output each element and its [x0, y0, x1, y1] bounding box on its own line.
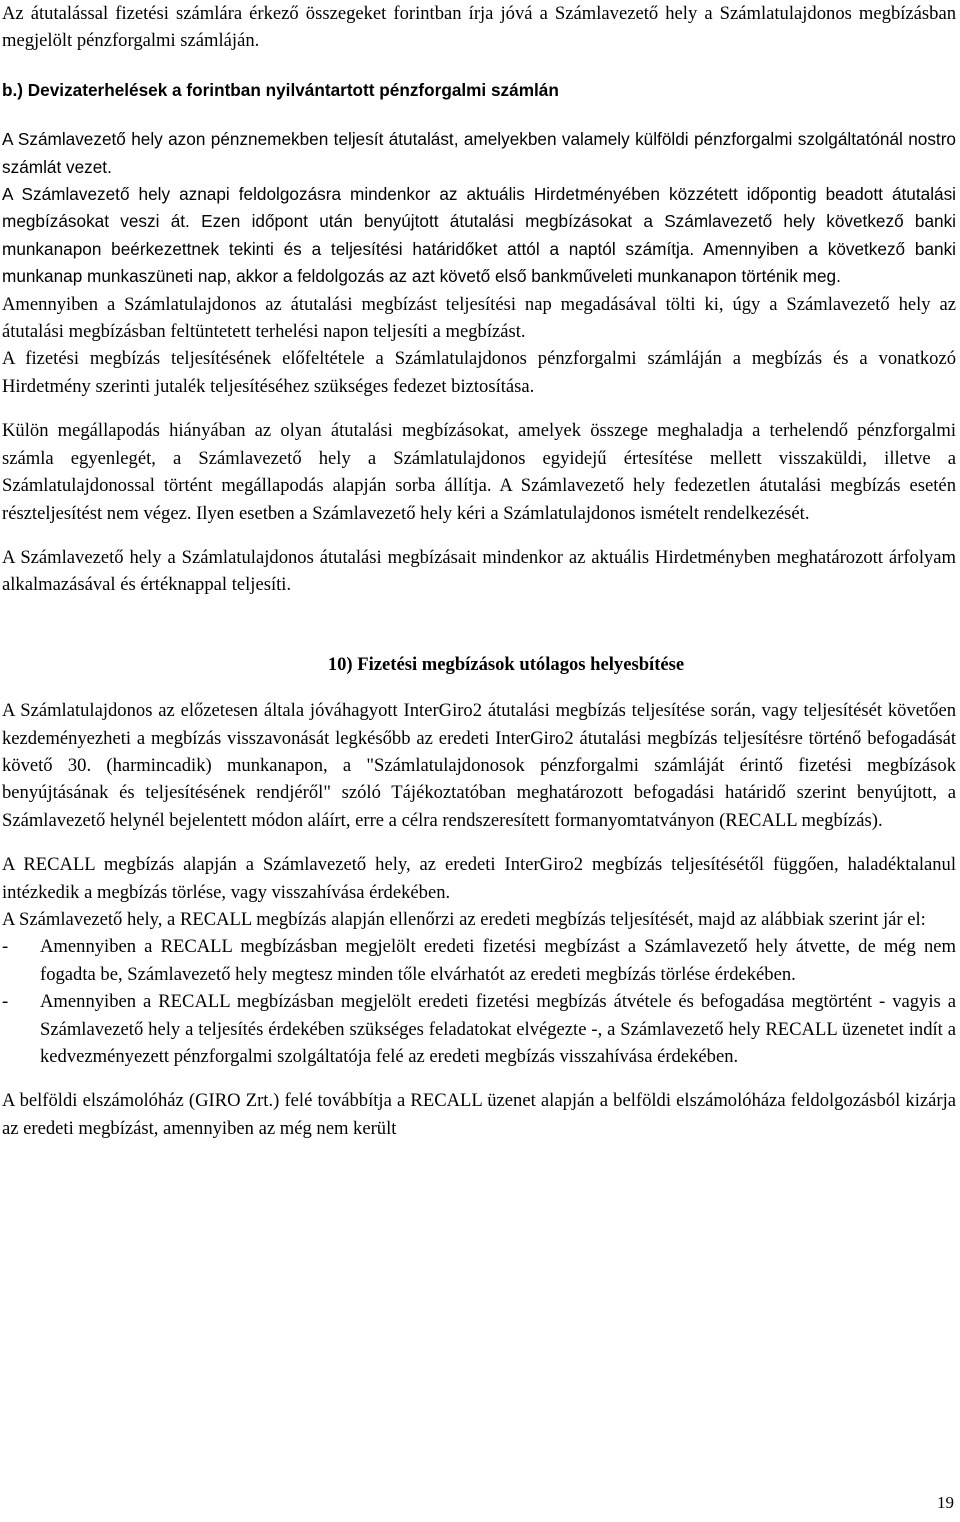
- paragraph-kulon-megallapodas: Külön megállapodás hiányában az olyan átutalási megbízásokat, amelyek összege meghaladja a terhelendő pénzforgalmi számla egyenlegét, a Számlavezető hely a Számlatulajdonos egyidejű értesítése mellett visszaküldi, illetve a Számlatulajdonossal történt megállapodás alapján sorba állítja. A Számlavezető hely fedezetlen átutalási megbízás esetén részteljesítést nem végez. Ilyen esetben a Számlavezető hely kéri a Számlatulajdonos ismételt rendelkezését.: [2, 420, 956, 524]
- paragraph-intergiro-visszavonas: A Számlatulajdonos az előzetesen általa jóváhagyott InterGiro2 átutalási megbízás teljesítése során, vagy teljesítését követően kezdeményezheti a megbízás visszavonását legkésőbb az eredeti InterGiro2 átutalási megbízás teljesítésre történő befogadását követő 30. (harmincadik) munkanapon, a "Számlatulajdonosok pénzforgalmi számláját érintő fizetési megbízások benyújtásának és teljesítésének rendjéről" szóló Tájékoztatóban meghatározott befogadási határidő szerint benyújtott, a Számlavezető helynél bejelentett módon aláírt, erre a célra rendszeresített formanyomtatványon (RECALL megbízás).: [2, 700, 956, 831]
- subheading-devizaterhelesek: b.) Devizaterhelések a forintban nyilvántartott pénzforgalmi számlán: [2, 79, 559, 100]
- recall-list: [2, 933, 956, 1070]
- intro-paragraph: Az átutalással fizetési számlára érkező összegeket forintban írja jóvá a Számlavezető hely a Számlatulajdonos megbízásban megjelölt pénzforgalmi számláján.: [2, 3, 956, 52]
- paragraph-fedezet: A fizetési megbízás teljesítésének előfeltétele a Számlatulajdonos pénzforgalmi számláján a megbízás és a vonatkozó Hirdetmény szerinti jutalék teljesítéséhez szükséges fedezet biztosítása.: [2, 348, 956, 397]
- paragraph-recall-alapjan: A RECALL megbízás alapján a Számlavezető hely, az eredeti InterGiro2 megbízás teljesítésétől függően, haladéktalanul intézkedik a megbízás törlése, vagy visszahívása érdekében.: [2, 854, 956, 903]
- list-marker: -: [2, 936, 9, 958]
- list-item: [2, 988, 956, 1070]
- paragraph-teljesitesi-nap: Amennyiben a Számlatulajdonos az átutalási megbízást teljesítési nap megadásával tölti ki, úgy a Számlavezető hely az átutalási megbízásban feltüntetett terhelési napon teljesíti a megbízást.: [2, 293, 956, 343]
- list-item: [2, 933, 956, 988]
- list-marker: -: [2, 991, 9, 1013]
- paragraph-arfolyam: A Számlavezető hely a Számlatulajdonos átutalási megbízásait mindenkor az aktuális Hirdetményben meghatározott árfolyam alkalmazásával és értéknappal teljesíti.: [2, 546, 956, 596]
- page-number: 19: [937, 1493, 954, 1512]
- section-title: 10) Fizetési megbízások utólagos helyesbítése: [327, 653, 685, 675]
- list-item-text: Amennyiben a RECALL megbízásban megjelölt eredeti fizetési megbízást a Számlavezető hely átvette, de még nem fogadta be, Számlavezető hely megtesz minden tőle elvárhatót az eredeti megbízás törlése érdekében.: [40, 936, 956, 985]
- paragraph-aznapi-feldolgozas: A Számlavezető hely aznapi feldolgozásra mindenkor az aktuális Hirdetményében közzétett időpontig beadott átutalási megbízásokat veszi át. Ezen időpont után benyújtott átutalási megbízásokat a Számlavezető hely következő banki munkanapon beérkezettnek tekinti és a teljesítési határidőket attól a naptól számítja. Amennyiben a következő banki munkanap munkaszüneti nap, akkor a feldolgozás az azt követő első bankműveleti munkanapon történik meg.: [2, 184, 956, 287]
- paragraph-nostro: A Számlavezető hely azon pénznemekben teljesít átutalást, amelyekben valamely külföldi pénzforgalmi szolgáltatónál nostro számlát vezet.: [2, 129, 956, 177]
- paragraph-giro: A belföldi elszámolóház (GIRO Zrt.) felé továbbítja a RECALL üzenet alapján a belföldi elszámolóháza feldolgozásból kizárja az eredeti megbízást, amennyiben az még nem került: [2, 1090, 956, 1139]
- paragraph-recall-ellenorzes: A Számlavezető hely, a RECALL megbízás alapján ellenőrzi az eredeti megbízás teljesítését, majd az alábbiak szerint jár el:: [2, 908, 926, 930]
- list-item-text: Amennyiben a RECALL megbízásban megjelölt eredeti fizetési megbízás átvétele és befogadása megtörtént - vagyis a Számlavezető hely a teljesítés érdekében szükséges feladatokat elvégezte -, a Számlavezető hely RECALL üzenetet indít a kedvezményezett pénzforgalmi szolgáltatója felé az eredeti megbízás visszahívása érdekében.: [40, 991, 956, 1067]
